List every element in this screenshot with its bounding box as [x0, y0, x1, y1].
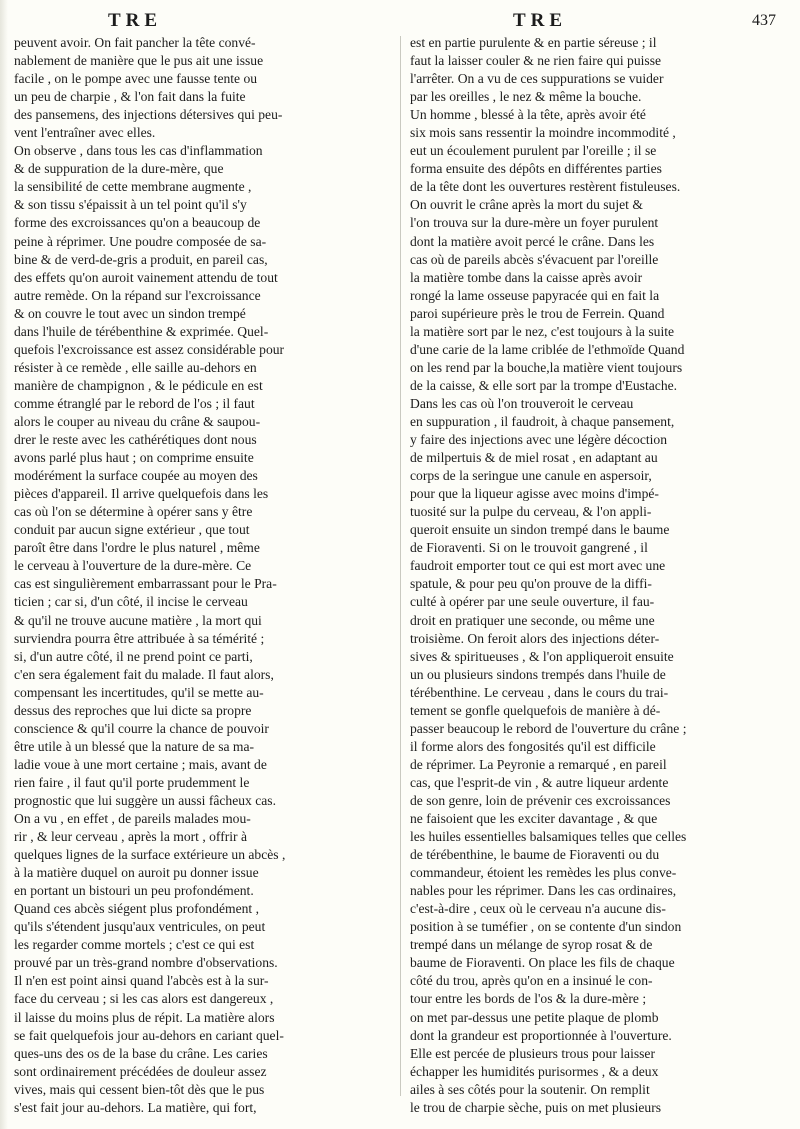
- text-line: l'on trouva sur la dure-mère un foyer purulent: [410, 215, 659, 231]
- text-line: ques-uns des os de la base du crâne. Les caries: [14, 1045, 268, 1061]
- text-line: pour que la liqueur agisse avec moins d'impé-: [410, 486, 659, 502]
- text-line: vent l'entraîner avec elles.: [14, 125, 156, 141]
- text-line: prognostic que lui suggère un aussi fâcheux cas.: [14, 792, 276, 808]
- text-line: quefois l'excroissance est assez considérable pour: [14, 341, 285, 357]
- text-line: peuvent avoir. On fait pancher la tête convé-: [14, 35, 256, 50]
- text-line: rongé la lame osseuse papyracée qui en fait la: [410, 287, 660, 303]
- text-line: passer beaucoup le rebord de l'ouverture du crâne ;: [410, 720, 687, 736]
- text-line: ne faisoient que les exciter davantage , & que: [410, 811, 658, 827]
- text-line: on met par-dessus une petite plaque de plomb: [410, 1009, 659, 1025]
- text-line: baume de Fioraventi. On place les fils de chaque: [410, 955, 675, 971]
- text-line: On a vu , en effet , de pareils malades mou-: [14, 811, 251, 827]
- text-line: Dans les cas où l'on trouveroit le cerveau: [410, 395, 634, 411]
- text-line: nablement de manière que le pus ait une issue: [14, 53, 264, 69]
- text-line: cas est singulièrement embarrassant pour le Pra-: [14, 576, 277, 592]
- text-line: des pansemens, des injections détersives qui peu-: [14, 107, 283, 123]
- left-text-column: [14, 34, 392, 1117]
- text-line: queroit ensuite un sindon trempé dans le baume: [410, 522, 670, 538]
- text-line: en suppuration , il faudroit, à chaque pansement,: [410, 413, 675, 429]
- text-line: dans l'huile de térébenthine & exprimée. Quel-: [14, 323, 269, 339]
- text-line: drer le reste avec les cathérétiques dont nous: [14, 432, 257, 448]
- page-number: 437: [752, 12, 776, 29]
- text-line: conduit par aucun signe extérieur , que tout: [14, 522, 250, 538]
- text-line: des effets qu'on auroit vainement attendu de tout: [14, 269, 278, 285]
- text-line: cas, que l'esprit-de vin , & autre liqueur ardente: [410, 774, 669, 790]
- text-line: Quand ces abcès siégent plus profondément ,: [14, 901, 259, 917]
- text-line: de son genre, loin de prévenir ces excroissances: [410, 792, 671, 808]
- text-line: il laisse du moins plus de répit. La matière alors: [14, 1009, 275, 1025]
- text-line: six mois sans ressentir la moindre incommodité ,: [410, 125, 676, 141]
- text-line: alors le couper au niveau du crâne & saupou-: [14, 413, 261, 429]
- text-line: prouvé par un très-grand nombre d'observations.: [14, 955, 278, 971]
- text-line: trempé dans un mélange de syrop rosat & de: [410, 937, 653, 953]
- text-line: vives, mais qui cessent bien-tôt dès que le pus: [14, 1081, 265, 1097]
- text-line: corps de la seringue une canule en aspersoir,: [410, 468, 652, 484]
- text-line: sont ordinairement précédées de douleur assez: [14, 1063, 267, 1079]
- page-gutter-shadow: [0, 0, 8, 1129]
- text-line: le trou de charpie sèche, puis on met plusieurs: [410, 1099, 662, 1115]
- text-line: peine à réprimer. Une poudre composée de sa-: [14, 233, 267, 249]
- text-line: tement se gonfle quelquefois de manière à dé-: [410, 702, 661, 718]
- text-line: & on couvre le tout avec un sindon trempé: [14, 305, 246, 321]
- text-line: est en partie purulente & en partie séreuse ; il: [410, 35, 657, 50]
- text-line: eut un écoulement purulent par l'oreille ; il se: [410, 143, 657, 159]
- text-line: de térébenthine, le baume de Fioraventi ou du: [410, 847, 660, 863]
- text-line: droit en pratiquer une seconde, ou même une: [410, 612, 655, 628]
- text-line: dont la matière avoit percé le crâne. Dans les: [410, 233, 655, 249]
- text-line: y faire des injections avec une légère décoction: [410, 432, 668, 448]
- text-line: modérément la surface coupée au moyen des: [14, 468, 258, 484]
- text-line: avons parlé plus haut ; on comprime ensuite: [14, 450, 254, 466]
- text-line: s'est fait jour au-dehors. La matière, qui fort,: [14, 1099, 257, 1115]
- text-line: résister à ce remède , elle saille au-dehors en: [14, 359, 257, 375]
- text-line: position à se tuméfier , on se contente d'un sindon: [410, 919, 682, 935]
- text-line: forme des excroissances qu'on a beaucoup de: [14, 215, 261, 231]
- text-line: cas où l'on se détermine à opérer sans y être: [14, 504, 253, 520]
- text-line: culté à opérer par une seule ouverture, il fau-: [410, 594, 655, 610]
- text-line: On observe , dans tous les cas d'inflammation: [14, 143, 263, 159]
- text-line: & qu'il ne trouve aucune matière , la mort qui: [14, 612, 262, 628]
- text-line: comme étranglé par le rebord de l'os ; il faut: [14, 395, 255, 411]
- text-line: surviendra pourra être attribuée à sa témérité ;: [14, 630, 265, 646]
- text-line: de Fioraventi. Si on le trouvoit gangrené , il: [410, 540, 648, 556]
- text-line: de réprimer. La Peyronie a remarqué , en pareil: [410, 756, 667, 772]
- text-line: un peu de charpie , & l'on fait dans la fuite: [14, 89, 246, 105]
- text-line: de la caisse, & elle sort par la trompe d'Eustache.: [410, 377, 678, 393]
- text-line: autre remède. On la répand sur l'excroissance: [14, 287, 261, 303]
- text-line: côté du trou, après qu'on en a insinué le con-: [410, 973, 653, 989]
- text-line: quelques lignes de la surface extérieure un abcès ,: [14, 847, 286, 863]
- text-line: un ou plusieurs sindons trempés dans l'huile de: [410, 666, 666, 682]
- text-line: c'en sera également fait du malade. Il faut alors,: [14, 666, 274, 682]
- text-line: forma ensuite des dépôts en différentes parties: [410, 161, 662, 177]
- text-line: on les rend par la bouche,la matière vient toujours: [410, 359, 683, 375]
- text-line: à la matière duquel on auroit pu donner issue: [14, 865, 259, 881]
- text-line: ladie voue à une mort certaine ; mais, avant de: [14, 756, 267, 772]
- text-line: nables pour les réprimer. Dans les cas ordinaires,: [410, 883, 677, 899]
- text-line: manière de champignon , & le pédicule en est: [14, 377, 263, 393]
- text-line: On ouvrit le crâne après la mort du sujet &: [410, 197, 643, 213]
- text-line: l'arrêter. On a vu de ces suppurations se vuider: [410, 71, 664, 87]
- text-line: cas où de pareils abcès s'évacuent par l'oreille: [410, 251, 659, 267]
- text-line: d'une carie de la lame criblée de l'ethmoïde Quand: [410, 341, 685, 357]
- text-line: pièces d'appareil. Il arrive quelquefois dans les: [14, 486, 269, 502]
- text-line: échapper les humidités purisormes , & a deux: [410, 1063, 659, 1079]
- text-line: & de suppuration de la dure-mère, que: [14, 161, 224, 177]
- text-line: sives & spiritueuses , & l'on appliqueroit ensuite: [410, 648, 674, 664]
- text-line: se fait quelquefois jour au-dehors en cariant quel-: [14, 1027, 284, 1043]
- text-line: dont la grandeur est proportionnée à l'ouverture.: [410, 1027, 672, 1043]
- text-line: c'est-à-dire , ceux où le cerveau n'a aucune dis-: [410, 901, 666, 917]
- text-line: ailes à ses côtés pour la soutenir. On remplit: [410, 1081, 650, 1097]
- text-line: facile , on le pompe avec une fausse tente ou: [14, 71, 258, 87]
- text-line: troisième. On feroit alors des injections déter-: [410, 630, 660, 646]
- text-line: compensant les incertitudes, qu'il se mette au-: [14, 684, 264, 700]
- running-header: [0, 10, 800, 36]
- text-line: par les oreilles , le nez & même la bouche.: [410, 89, 642, 105]
- text-line: de la tête dont les ouvertures restèrent fistuleuses.: [410, 179, 681, 195]
- right-text-column: [410, 34, 782, 1117]
- text-line: la sensibilité de cette membrane augmente ,: [14, 179, 252, 195]
- text-line: il forme alors des fongosités qu'il est difficile: [410, 738, 656, 754]
- text-line: & son tissu s'épaissit à un tel point qu'il s'y: [14, 197, 247, 213]
- right-running-title: TRE: [513, 10, 568, 31]
- text-line: les regarder comme mortels ; c'est ce qui est: [14, 937, 255, 953]
- text-line: faudroit emporter tout ce qui est mort avec une: [410, 558, 666, 574]
- text-line: qu'ils s'étendent jusqu'aux ventricules, on peut: [14, 919, 266, 935]
- text-line: ticien ; car si, d'un côté, il incise le cerveau: [14, 594, 248, 610]
- text-line: en portant un bistouri un peu profondément.: [14, 883, 254, 899]
- text-line: spatule, & pour peu qu'on prouve de la diffi-: [410, 576, 652, 592]
- text-line: paroi supérieure près le trou de Ferrein. Quand: [410, 305, 665, 321]
- text-line: la matière sort par le nez, c'est toujours à la suite: [410, 323, 675, 339]
- text-line: les huiles essentielles balsamiques telles que celles: [410, 829, 687, 845]
- text-line: la matière tombe dans la caisse après avoir: [410, 269, 643, 285]
- text-line: commandeur, étoient les remèdes les plus conve-: [410, 865, 677, 881]
- text-line: de milpertuis & de miel rosat , en adaptant au: [410, 450, 658, 466]
- text-line: le cerveau à l'ouverture de la dure-mère. Ce: [14, 558, 252, 574]
- text-line: dessus des reproches que lui dicte sa propre: [14, 702, 252, 718]
- text-line: Elle est percée de plusieurs trous pour laisser: [410, 1045, 655, 1061]
- text-line: tuosité sur la pulpe du cerveau, & l'on appli-: [410, 504, 652, 520]
- text-line: si, d'un autre côté, il ne prend point ce parti,: [14, 648, 253, 664]
- text-line: conscience & qu'il courre la chance de pouvoir: [14, 720, 269, 736]
- text-line: face du cerveau ; si les cas alors est dangereux ,: [14, 991, 274, 1007]
- text-line: Un homme , blessé à la tête, après avoir été: [410, 107, 646, 123]
- text-line: rir , & leur cerveau , après la mort , offrir à: [14, 829, 248, 845]
- text-line: rien faire , il faut qu'il porte prudemment le: [14, 774, 250, 790]
- text-line: faut la laisser couler & ne rien faire qui puisse: [410, 53, 662, 69]
- text-line: paroît être dans l'ordre le plus naturel , même: [14, 540, 260, 556]
- text-line: Il n'en est point ainsi quand l'abcès est à la sur-: [14, 973, 269, 989]
- text-line: bine & de verd-de-gris a produit, en pareil cas,: [14, 251, 268, 267]
- column-divider: [400, 36, 401, 1096]
- text-line: tour entre les bords de l'os & la dure-mère ;: [410, 991, 647, 1007]
- left-running-title: TRE: [108, 10, 163, 31]
- text-line: térébenthine. Le cerveau , dans le cours du trai-: [410, 684, 669, 700]
- text-line: être utile à un blessé que la nature de sa ma-: [14, 738, 255, 754]
